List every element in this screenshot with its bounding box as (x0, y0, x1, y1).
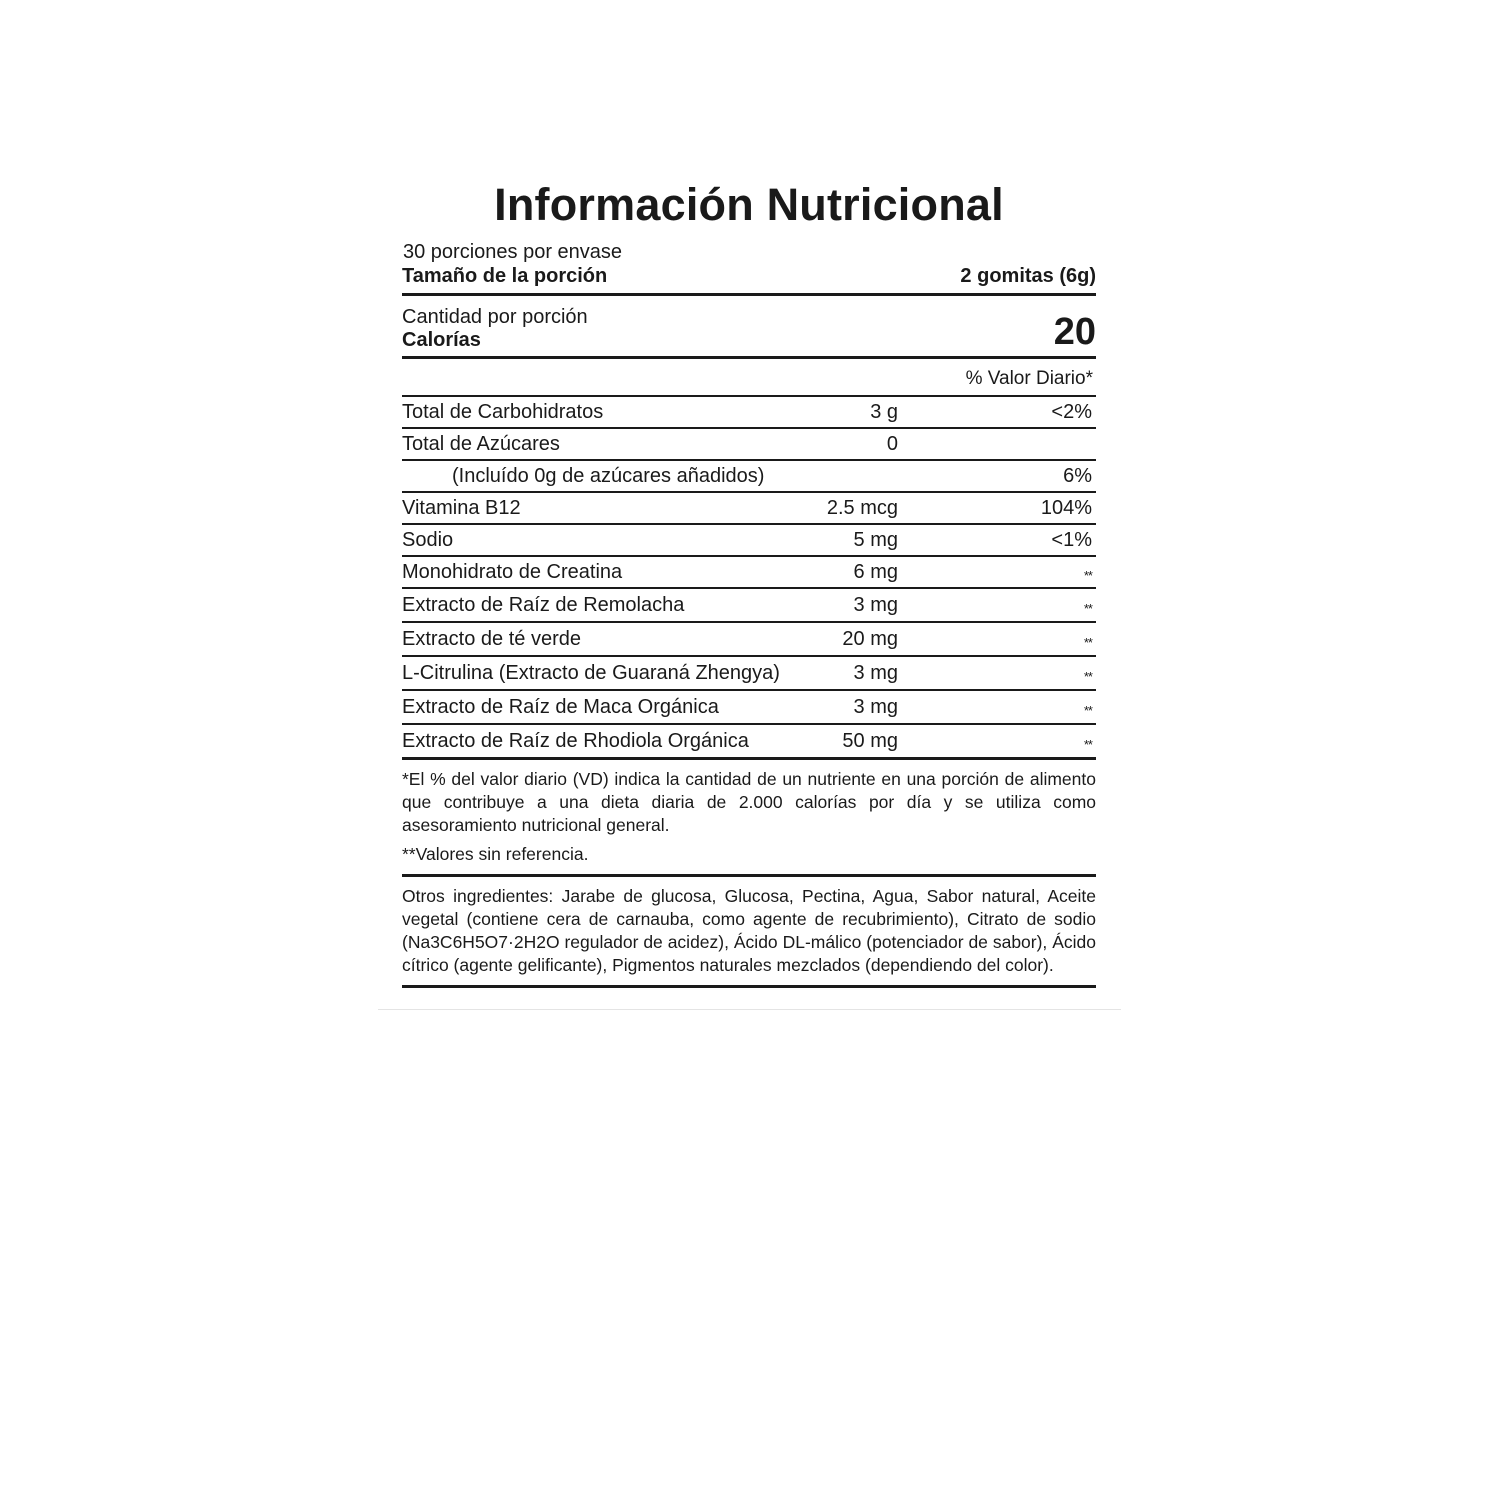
nutrient-amount: 5 mg (853, 528, 898, 551)
nutrient-row (402, 427, 1096, 459)
nutrient-daily-value: ** (1083, 668, 1092, 684)
reference-footnote: **Valores sin referencia. (402, 844, 589, 864)
nutrient-name: Sodio (402, 528, 454, 551)
nutrient-amount: 3 g (870, 400, 898, 423)
nutrient-row (402, 459, 1096, 491)
nutrient-amount: 50 mg (842, 729, 898, 752)
daily-value-footnote: *El % del valor diario (VD) indica la cantidad de un nutriente en una porción de alimento que contribuye a una dieta diaria de 2.000 calorías por día y se utiliza como asesoramiento nutricional general. (402, 769, 1096, 835)
nutrient-row (402, 491, 1096, 523)
nutrient-name: Extracto de Raíz de Remolacha (402, 593, 685, 616)
nutrient-amount: 20 mg (842, 627, 898, 650)
nutrient-daily-value: <1% (1051, 528, 1092, 551)
nutrient-row (402, 621, 1096, 655)
label-title: Información Nutricional (494, 179, 1004, 230)
nutrient-row (402, 523, 1096, 555)
nutrient-amount: 6 mg (853, 560, 898, 583)
nutrient-daily-value: ** (1083, 736, 1092, 752)
nutrient-name: L-Citrulina (Extracto de Guaraná Zhengya) (402, 661, 780, 684)
nutrient-daily-value: ** (1083, 634, 1092, 650)
nutrient-name: Monohidrato de Creatina (402, 560, 623, 583)
nutrient-amount: 3 mg (853, 695, 898, 718)
nutrient-amount: 0 (886, 432, 898, 455)
calories-label: Calorías (402, 329, 481, 351)
nutrient-amount: 3 mg (853, 661, 898, 684)
nutrient-name: Total de Carbohidratos (402, 400, 604, 423)
nutrient-amount: 2.5 mcg (826, 496, 898, 519)
serving-size-label: Tamaño de la porción (402, 265, 608, 287)
nutrient-row (402, 723, 1096, 757)
nutrient-daily-value: <2% (1051, 400, 1092, 423)
other-ingredients: Otros ingredientes: Jarabe de glucosa, Glucosa, Pectina, Agua, Sabor natural, Aceite vegetal (contiene cera de carnauba, como agente de recubrimiento), Citrato de sodio (Na3C6H5O7·2H2O regulador de acidez), Ácido DL-málico (potenciador de sabor), Ácido cítrico (agente gelificante), Pigmentos naturales mezclados (dependiendo del color). (402, 886, 1096, 975)
nutrient-table (402, 395, 1096, 757)
daily-value-header: % Valor Diario* (965, 368, 1093, 389)
amount-per-serving: Cantidad por porción (402, 306, 588, 328)
nutrition-label (402, 178, 1096, 988)
serving-size-row (402, 264, 1096, 293)
nutrient-name: (Incluído 0g de azúcares añadidos) (452, 464, 765, 487)
calories-block (402, 296, 1096, 356)
nutrient-amount: 3 mg (853, 593, 898, 616)
nutrient-daily-value: ** (1083, 600, 1092, 616)
nutrient-daily-value: 6% (1063, 464, 1092, 487)
nutrient-name: Extracto de Raíz de Maca Orgánica (402, 695, 719, 718)
nutrient-row (402, 395, 1096, 427)
page-divider (378, 1009, 1121, 1010)
nutrient-row (402, 555, 1096, 587)
nutrient-name: Extracto de té verde (402, 627, 581, 650)
serving-size-value: 2 gomitas (6g) (960, 265, 1096, 287)
nutrient-daily-value: ** (1083, 702, 1092, 718)
nutrient-row (402, 689, 1096, 723)
nutrient-name: Vitamina B12 (402, 496, 521, 519)
servings-per-container: 30 porciones por envase (403, 241, 623, 263)
nutrient-row (402, 587, 1096, 621)
calories-value: 20 (1053, 311, 1096, 353)
nutrient-daily-value: ** (1083, 567, 1092, 583)
nutrient-daily-value: 104% (1040, 496, 1092, 519)
nutrient-name: Extracto de Raíz de Rhodiola Orgánica (402, 729, 749, 752)
nutrient-row (402, 655, 1096, 689)
divider (402, 985, 1096, 988)
nutrient-name: Total de Azúcares (402, 432, 560, 455)
